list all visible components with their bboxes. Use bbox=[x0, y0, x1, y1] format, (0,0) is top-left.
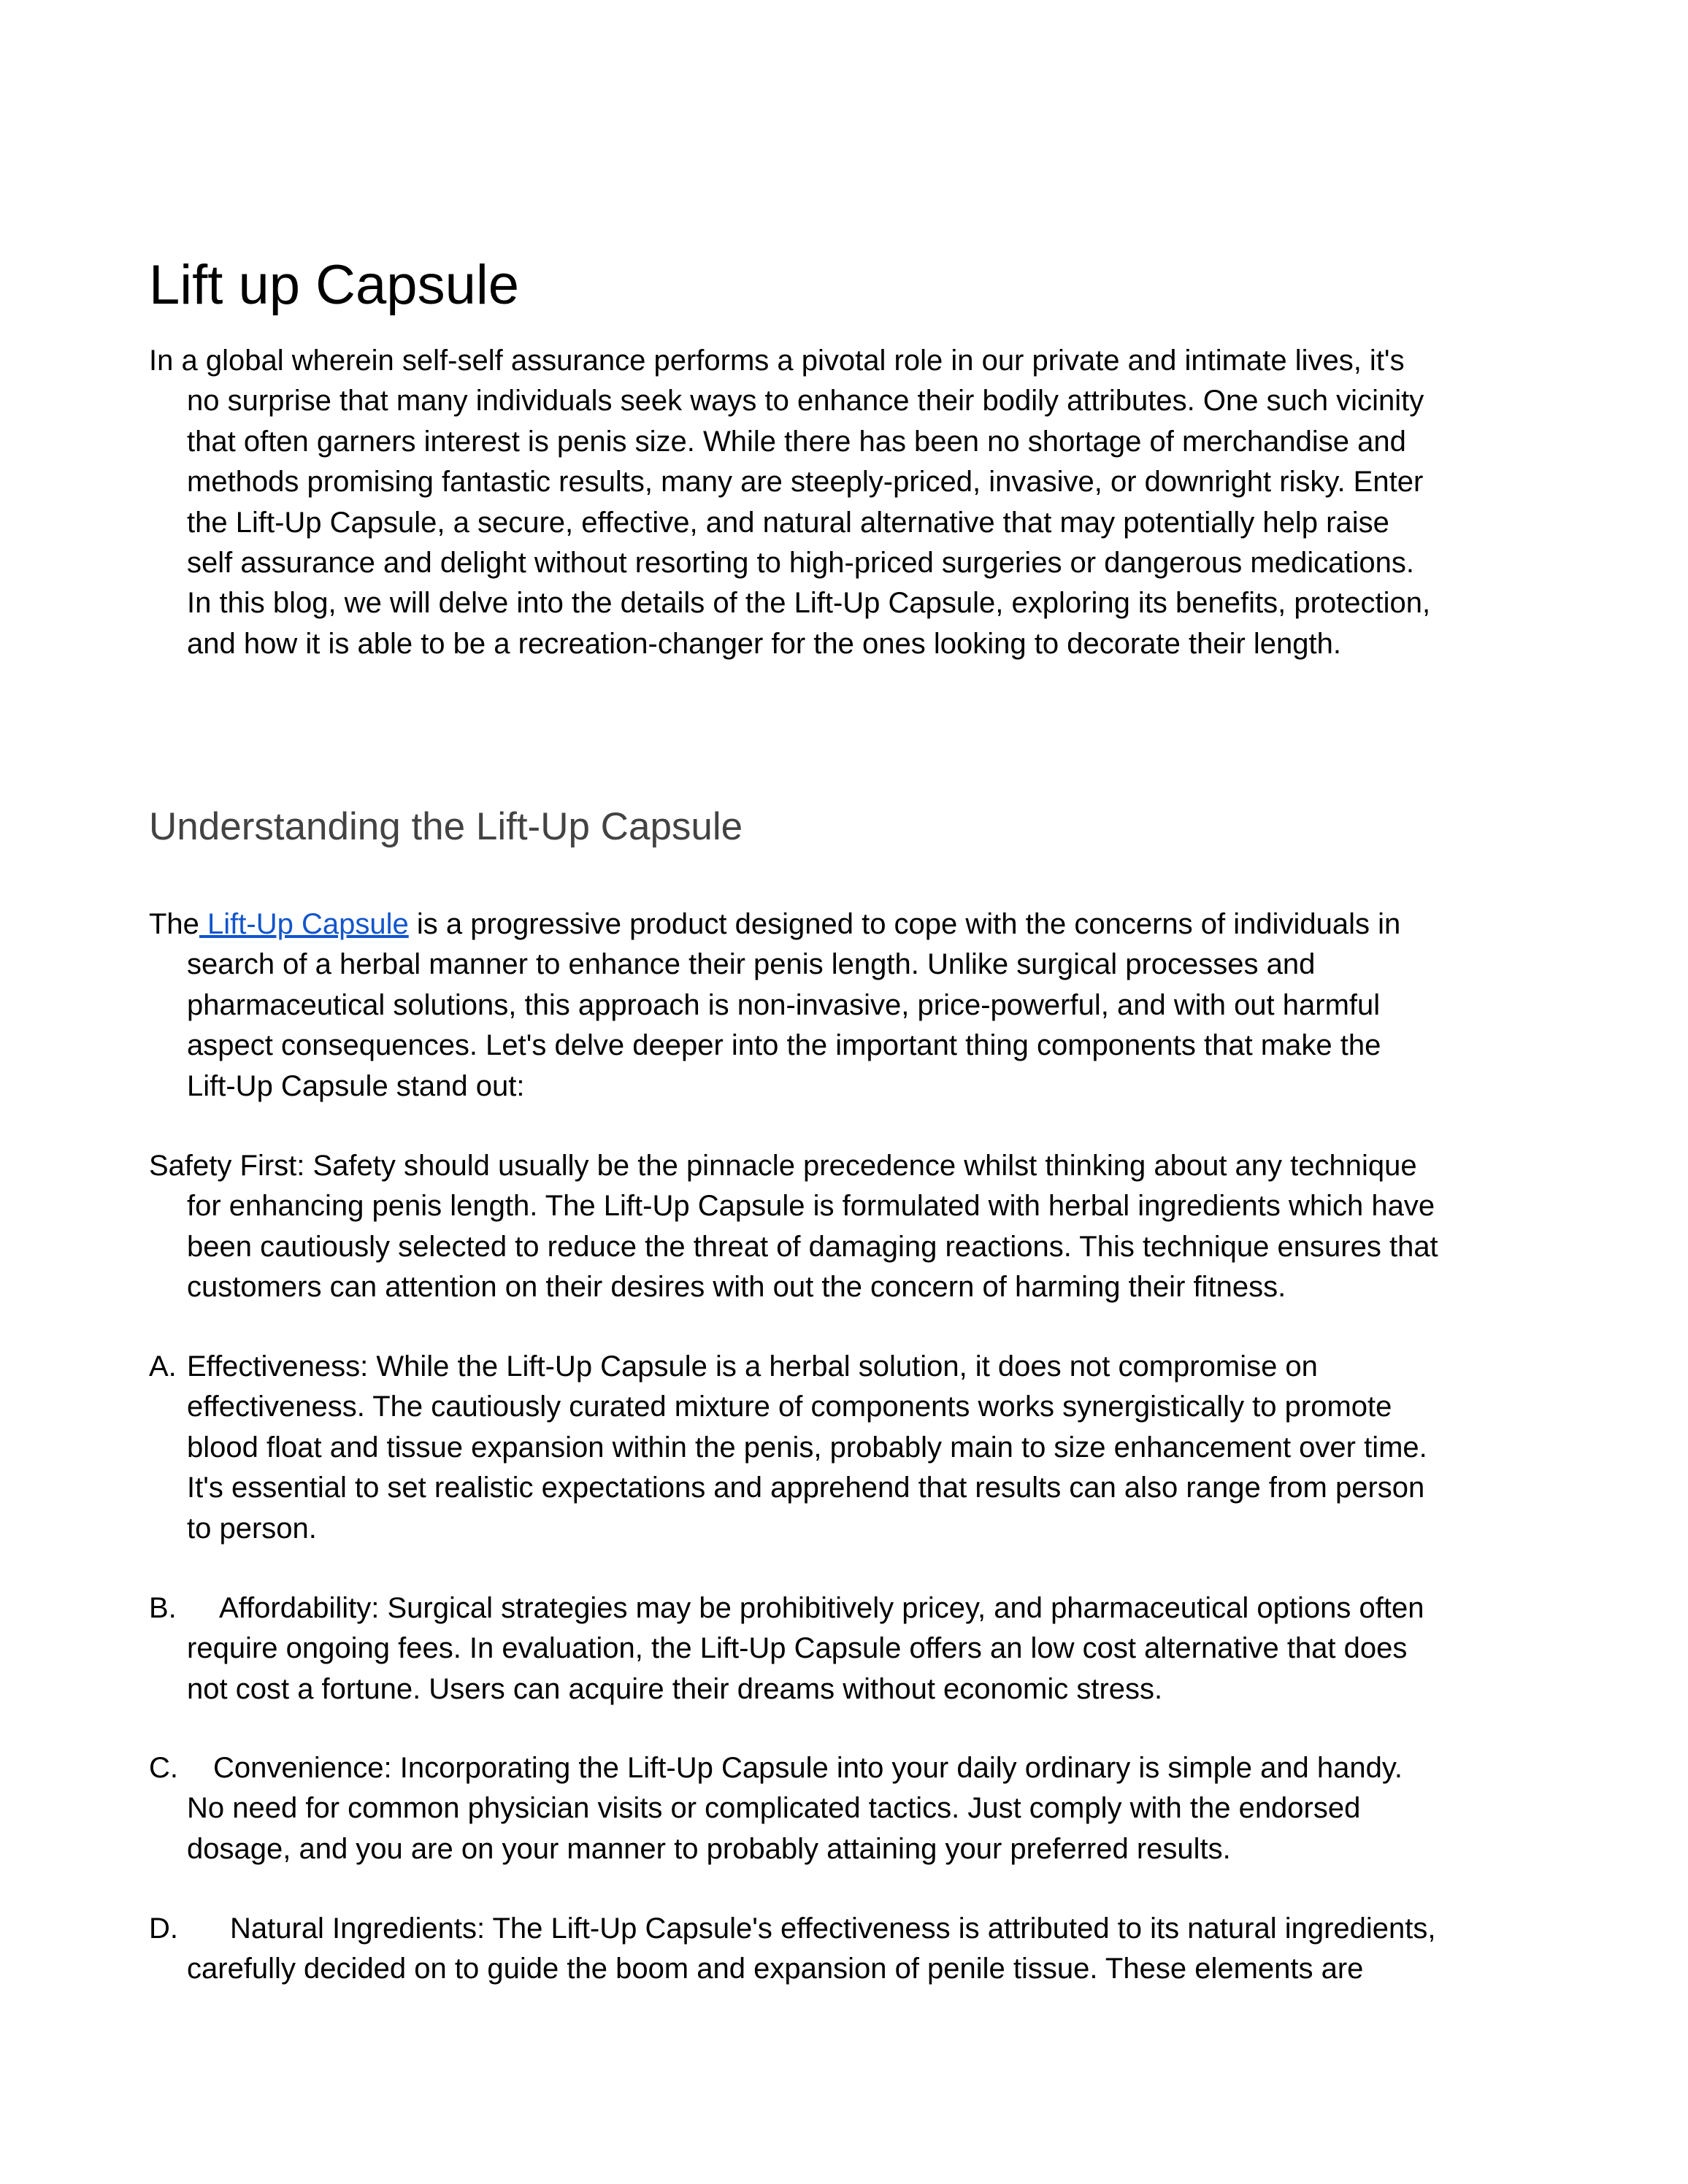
list-marker: B. bbox=[149, 1592, 177, 1624]
text-line: self assurance and delight without resorting to high-priced surgeries or dangerous medications. bbox=[187, 546, 1414, 579]
text-line: carefully decided on to guide the boom and expansion of penile tissue. These elements are bbox=[187, 1953, 1364, 1985]
text-line: and how it is able to be a recreation-changer for the ones looking to decorate their length. bbox=[187, 627, 1341, 660]
text-line: pharmaceutical solutions, this approach is non-invasive, price-powerful, and with out harmful bbox=[187, 988, 1381, 1021]
text-line bbox=[149, 1909, 1435, 1949]
text-line: methods promising fantastic results, many are steeply-priced, invasive, or downright risky. Enter bbox=[187, 466, 1424, 499]
text-line: Lift-Up Capsule stand out: bbox=[187, 1069, 525, 1102]
text-line bbox=[149, 904, 1400, 945]
understanding-paragraph bbox=[149, 904, 1400, 1107]
text-fragment: Effectiveness: While the Lift-Up Capsule is a herbal solution, it does not compromise on bbox=[187, 1350, 1318, 1383]
list-marker: D. bbox=[149, 1912, 178, 1945]
text-line: been cautiously selected to reduce the threat of damaging reactions. This technique ensures that bbox=[187, 1230, 1438, 1263]
text-line: blood float and tissue expansion within the penis, probably main to size enhancement over time. bbox=[187, 1431, 1427, 1464]
list-marker: A. bbox=[149, 1350, 177, 1383]
text-line bbox=[149, 1748, 1403, 1788]
text-line: to person. bbox=[187, 1512, 317, 1545]
list-item-a bbox=[149, 1347, 1427, 1549]
text-line: Safety First: Safety should usually be the pinnacle precedence whilst thinking about any technique bbox=[149, 1150, 1417, 1182]
list-marker: C. bbox=[149, 1752, 178, 1784]
text-line: In a global wherein self-self assurance performs a pivotal role in our private and intimate lives, it's bbox=[149, 345, 1405, 377]
text-line: It's essential to set realistic expectations and apprehend that results can also range from person bbox=[187, 1472, 1425, 1504]
text-line: the Lift-Up Capsule, a secure, effective, and natural alternative that may potentially help raise bbox=[187, 506, 1389, 539]
text-line: no surprise that many individuals seek ways to enhance their bodily attributes. One such vicinity bbox=[187, 385, 1424, 418]
text-line: aspect consequences. Let's delve deeper into the important thing components that make the bbox=[187, 1029, 1381, 1062]
safety-paragraph bbox=[149, 1146, 1438, 1308]
text-line: effectiveness. The cautiously curated mixture of components works synergistically to promote bbox=[187, 1391, 1392, 1423]
text-fragment: Convenience: Incorporating the Lift-Up Capsule into your daily ordinary is simple and handy. bbox=[213, 1752, 1403, 1784]
text-fragment: Affordability: Surgical strategies may be prohibitively pricey, and pharmaceutical options often bbox=[219, 1592, 1424, 1624]
section-heading: Understanding the Lift-Up Capsule bbox=[149, 805, 743, 848]
text-line: dosage, and you are on your manner to probably attaining your preferred results. bbox=[187, 1832, 1231, 1865]
text-fragment: is a progressive product designed to cope with the concerns of individuals in bbox=[408, 908, 1401, 940]
text-line: search of a herbal manner to enhance their penis length. Unlike surgical processes and bbox=[187, 948, 1316, 981]
list-item-d bbox=[149, 1909, 1435, 1990]
text-line: that often garners interest is penis size. While there has been no shortage of merchandise and bbox=[187, 425, 1406, 458]
text-fragment: Natural Ingredients: The Lift-Up Capsule's effectiveness is attributed to its natural ingredients, bbox=[230, 1912, 1436, 1945]
lift-up-capsule-link[interactable]: Lift-Up Capsule bbox=[199, 908, 409, 940]
text-fragment: The bbox=[149, 908, 199, 940]
text-line: No need for common physician visits or complicated tactics. Just comply with the endorsed bbox=[187, 1792, 1361, 1825]
text-line: In this blog, we will delve into the details of the Lift-Up Capsule, exploring its benefits, protection, bbox=[187, 587, 1431, 620]
text-line: require ongoing fees. In evaluation, the Lift-Up Capsule offers an low cost alternative that does bbox=[187, 1632, 1408, 1665]
text-line bbox=[149, 1347, 1427, 1387]
text-line: customers can attention on their desires with out the concern of harming their fitness. bbox=[187, 1271, 1286, 1304]
text-line bbox=[149, 1588, 1424, 1629]
text-line: for enhancing penis length. The Lift-Up Capsule is formulated with herbal ingredients which have bbox=[187, 1190, 1435, 1223]
list-item-b bbox=[149, 1588, 1424, 1710]
text-line: not cost a fortune. Users can acquire their dreams without economic stress. bbox=[187, 1672, 1163, 1705]
list-item-c bbox=[149, 1748, 1403, 1869]
intro-paragraph bbox=[149, 341, 1430, 664]
document-title: Lift up Capsule bbox=[149, 254, 519, 316]
